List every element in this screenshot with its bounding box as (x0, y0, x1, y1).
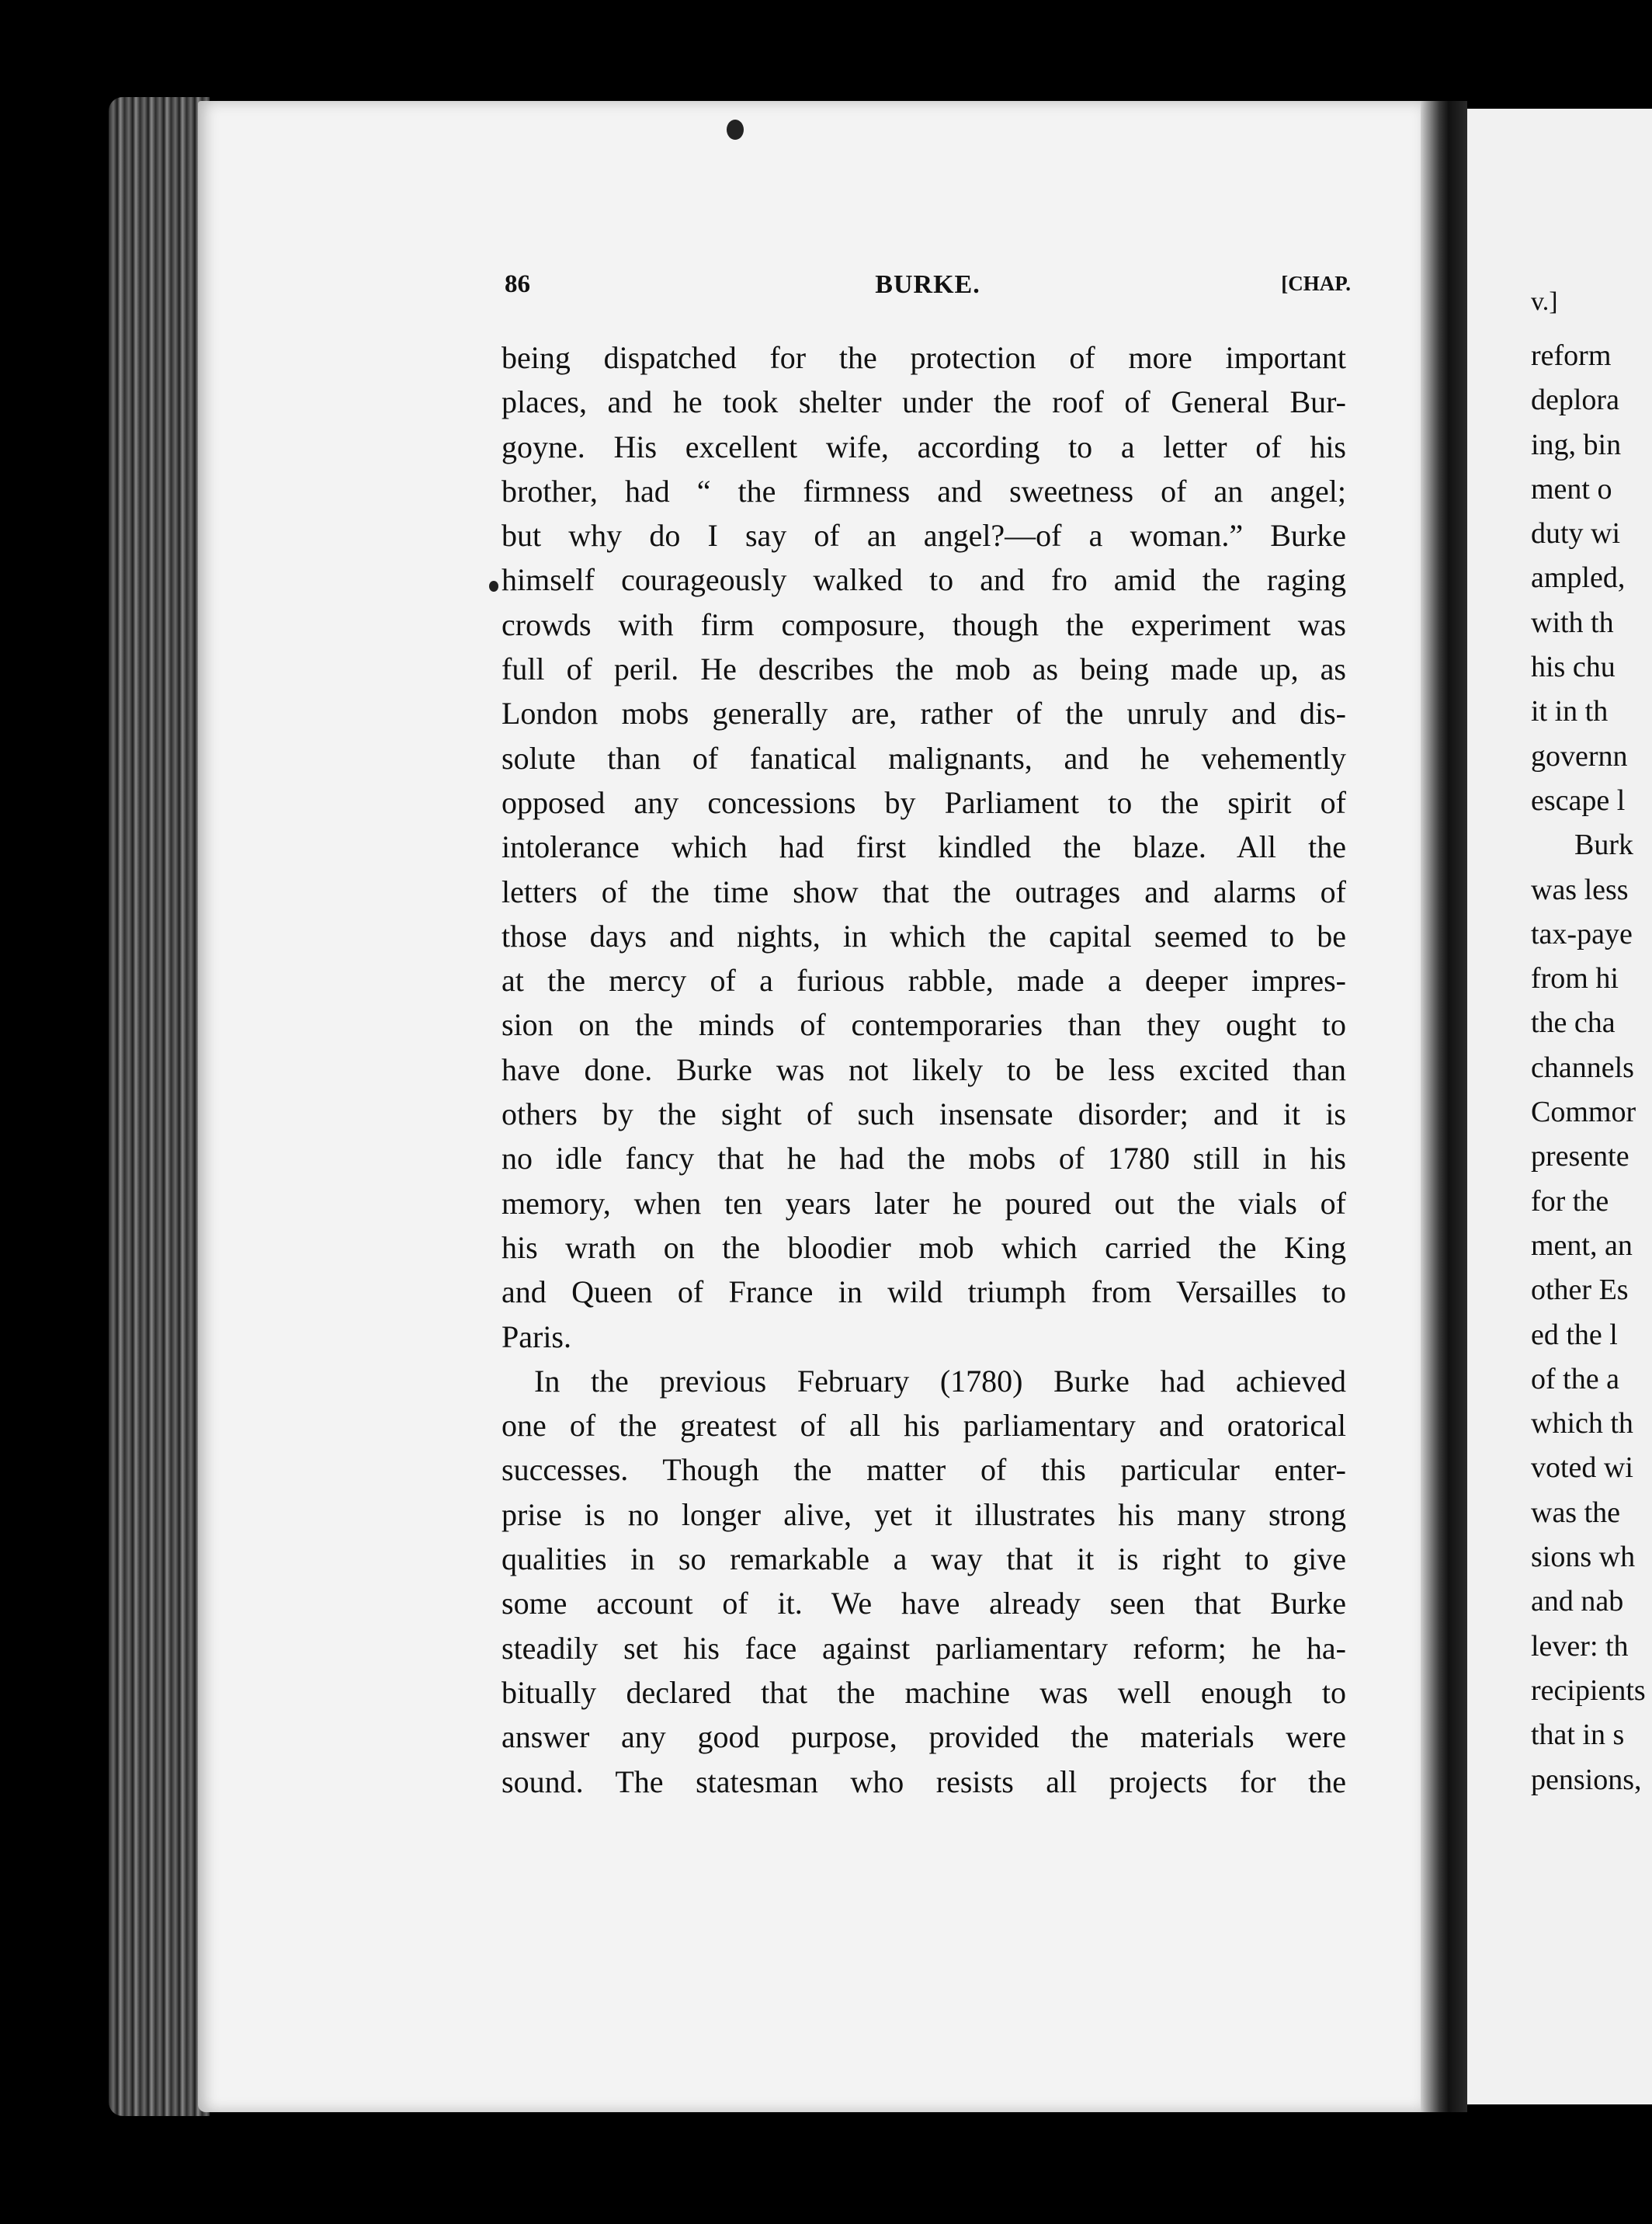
right-text-line: ampled, (1531, 561, 1626, 595)
text-line: qualities in so remarkable a way that it is right to give (502, 1541, 1346, 1577)
text-line: sound. The statesman who resists all projects for the (502, 1764, 1346, 1799)
right-text-line: the cha (1531, 1006, 1616, 1040)
right-text-line: it in th (1531, 695, 1609, 728)
text-line: his wrath on the bloodier mob which carried the King (502, 1229, 1346, 1265)
text-line: steadily set his face against parliamentary reform; he ha- (502, 1630, 1346, 1666)
right-text-line: his chu (1531, 651, 1616, 684)
right-running-head: v.] (1531, 287, 1558, 316)
text-line: those days and nights, in which the capital seemed to be (502, 918, 1346, 954)
right-text-line: presente (1531, 1140, 1629, 1173)
text-line: sion on the minds of contemporaries than they ought to (502, 1007, 1346, 1043)
text-line: and Queen of France in wild triumph from Versailles to (502, 1274, 1346, 1310)
text-line: London mobs generally are, rather of the unruly and dis- (502, 696, 1346, 731)
text-line: no idle fancy that he had the mobs of 1780 still in his (502, 1141, 1346, 1176)
page-gutter (1421, 101, 1467, 2112)
text-line: intolerance which had first kindled the blaze. All the (502, 829, 1346, 865)
right-text-line: was less (1531, 873, 1629, 906)
text-line: prise is no longer alive, yet it illustrates his many strong (502, 1496, 1346, 1532)
text-line: but why do I say of an angel?—of a woman.” Burke (502, 518, 1346, 554)
right-text-line: pensions, (1531, 1763, 1642, 1796)
right-text-line: channels (1531, 1051, 1634, 1084)
text-line: brother, had “ the firmness and sweetness of an angel; (502, 473, 1346, 509)
chapter-marker: [CHAP. (1281, 272, 1351, 295)
right-text-line: sions wh (1531, 1541, 1636, 1574)
text-line: answer any good purpose, provided the materials were (502, 1719, 1346, 1755)
text-line: others by the sight of such insensate disorder; and it is (502, 1096, 1346, 1132)
text-line: In the previous February (1780) Burke had achieved (534, 1363, 1346, 1399)
right-text-line: that in s (1531, 1718, 1625, 1752)
right-text-line: was the (1531, 1496, 1621, 1529)
text-line: opposed any concessions by Parliament to the spirit of (502, 784, 1346, 820)
right-text-line: escape l (1531, 784, 1626, 817)
right-text-line: from hi (1531, 962, 1619, 996)
right-text-line: duty wi (1531, 517, 1621, 551)
ink-speck (727, 120, 744, 140)
ink-speck (489, 581, 498, 592)
right-text-line: ment, an (1531, 1228, 1633, 1262)
text-line: places, and he took shelter under the roof of General Bur- (502, 384, 1346, 420)
text-line: himself courageously walked to and fro amid the raging (502, 562, 1346, 598)
text-line: goyne. His excellent wife, according to a letter of his (502, 429, 1346, 464)
text-line: full of peril. He describes the mob as being made up, as (502, 652, 1346, 687)
text-line: Paris. (502, 1319, 571, 1354)
right-text-line: and nab (1531, 1585, 1624, 1618)
right-text-line: ed the l (1531, 1318, 1618, 1351)
right-text-line: Burk (1574, 829, 1633, 862)
page-number: 86 (505, 270, 530, 298)
right-text-line: with th (1531, 606, 1614, 639)
right-text-line: voted wi (1531, 1451, 1633, 1485)
right-page-text (1531, 280, 1652, 1802)
text-line: have done. Burke was not likely to be less excited than (502, 1051, 1346, 1087)
right-text-line: lever: th (1531, 1629, 1629, 1663)
right-text-line: of the a (1531, 1362, 1619, 1395)
right-text-line: deplora (1531, 384, 1619, 417)
text-line: letters of the time show that the outrages and alarms of (502, 874, 1346, 909)
body-text (502, 335, 1346, 1804)
text-line: at the mercy of a furious rabble, made a deeper impres- (502, 963, 1346, 999)
right-text-line: ment o (1531, 472, 1612, 506)
text-line: crowds with firm composure, though the experiment was (502, 606, 1346, 642)
text-line: one of the greatest of all his parliamentary and oratorical (502, 1408, 1346, 1444)
right-text-line: Commor (1531, 1096, 1636, 1129)
right-text-line: which th (1531, 1407, 1633, 1440)
text-line: bitually declared that the machine was well enough to (502, 1674, 1346, 1710)
text-line: memory, when ten years later he poured out the vials of (502, 1185, 1346, 1221)
running-title: BURKE. (875, 270, 980, 299)
text-line: some account of it. We have already seen that Burke (502, 1586, 1346, 1621)
right-text-line: reform (1531, 339, 1612, 372)
right-text-line: other Es (1531, 1274, 1629, 1307)
right-text-line: recipients (1531, 1673, 1646, 1707)
text-line: being dispatched for the protection of more important (502, 340, 1346, 375)
right-text-line: for the (1531, 1184, 1609, 1218)
running-head (505, 270, 1351, 309)
text-line: solute than of fanatical malignants, and he vehemently (502, 740, 1346, 776)
text-line: successes. Though the matter of this particular enter- (502, 1452, 1346, 1488)
right-text-line: governn (1531, 739, 1628, 773)
right-text-line: ing, bin (1531, 428, 1622, 461)
book-spine-edge (109, 97, 210, 2116)
right-text-line: tax-paye (1531, 917, 1633, 950)
